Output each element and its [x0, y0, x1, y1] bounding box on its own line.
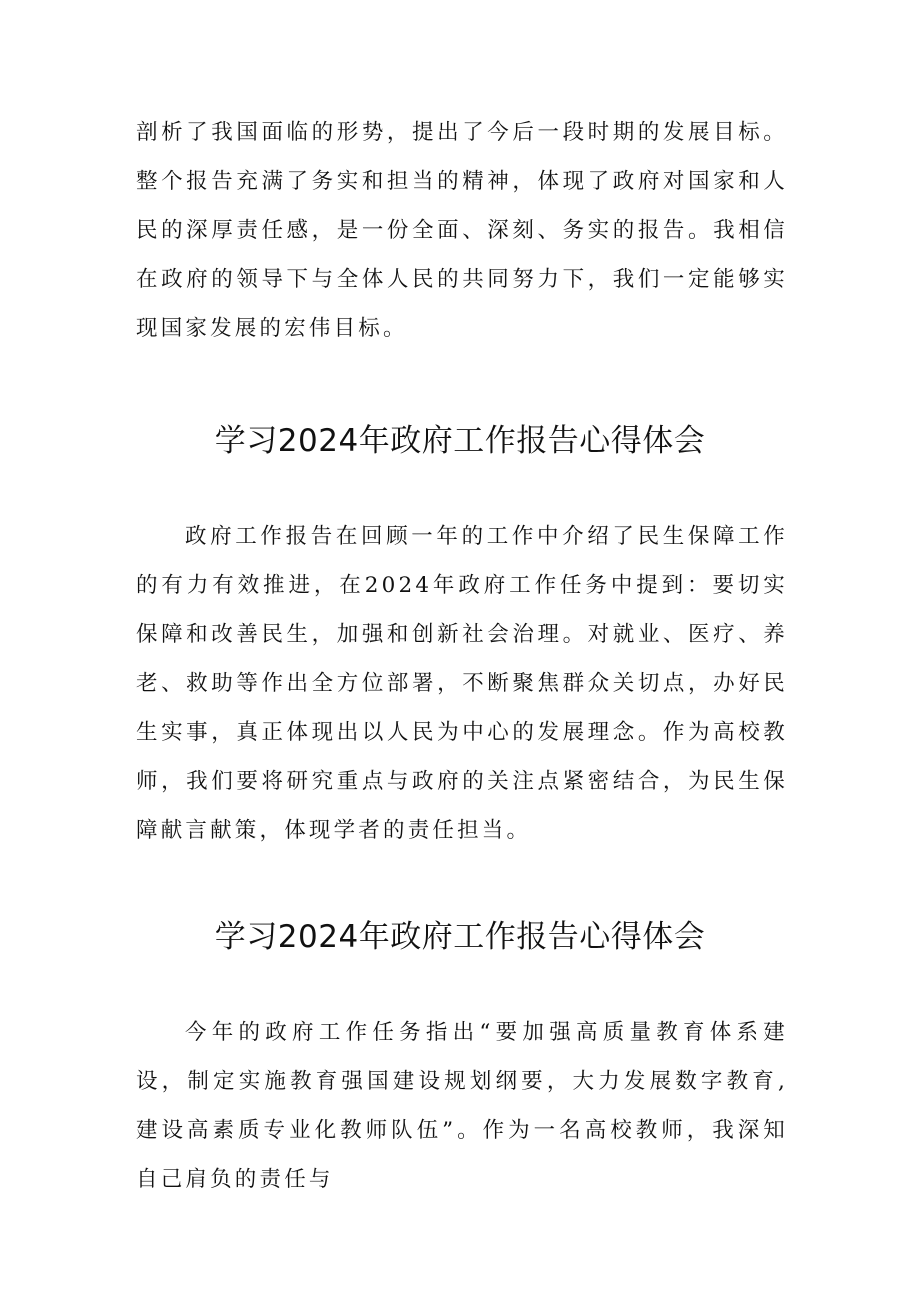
body-paragraph-1: 剖析了我国面临的形势，提出了今后一段时期的发展目标。整个报告充满了务实和担当的精神，体现了政府对国家和人民的深厚责任感，是一份全面、深刻、务实的报告。我相信在政府的领导下与全体人民的共同努力下，我们一定能够实现国家发展的宏伟目标。	[136, 120, 788, 341]
body-paragraph-3: 今年的政府工作任务指出“要加强高质量教育体系建设，制定实施教育强国建设规划纲要，大力发展数字教育,建设高素质专业化教师队伍”。作为一名高校教师，我深知自己肩负的责任与	[136, 1020, 788, 1192]
section-heading-2: 学习2024年政府工作报告心得体会	[214, 919, 706, 955]
section-heading-1: 学习2024年政府工作报告心得体会	[214, 423, 706, 459]
body-paragraph-2: 政府工作报告在回顾一年的工作中介绍了民生保障工作的有力有效推进，在2024年政府工作任务中提到：要切实保障和改善民生，加强和创新社会治理。对就业、医疗、养老、救助等作出全方位部署，不断聚焦群众关切点，办好民生实事，真正体现出以人民为中心的发展理念。作为高校教师，我们要将研究重点与政府的关注点紧密结合，为民生保障献言献策，体现学者的责任担当。	[136, 524, 788, 843]
